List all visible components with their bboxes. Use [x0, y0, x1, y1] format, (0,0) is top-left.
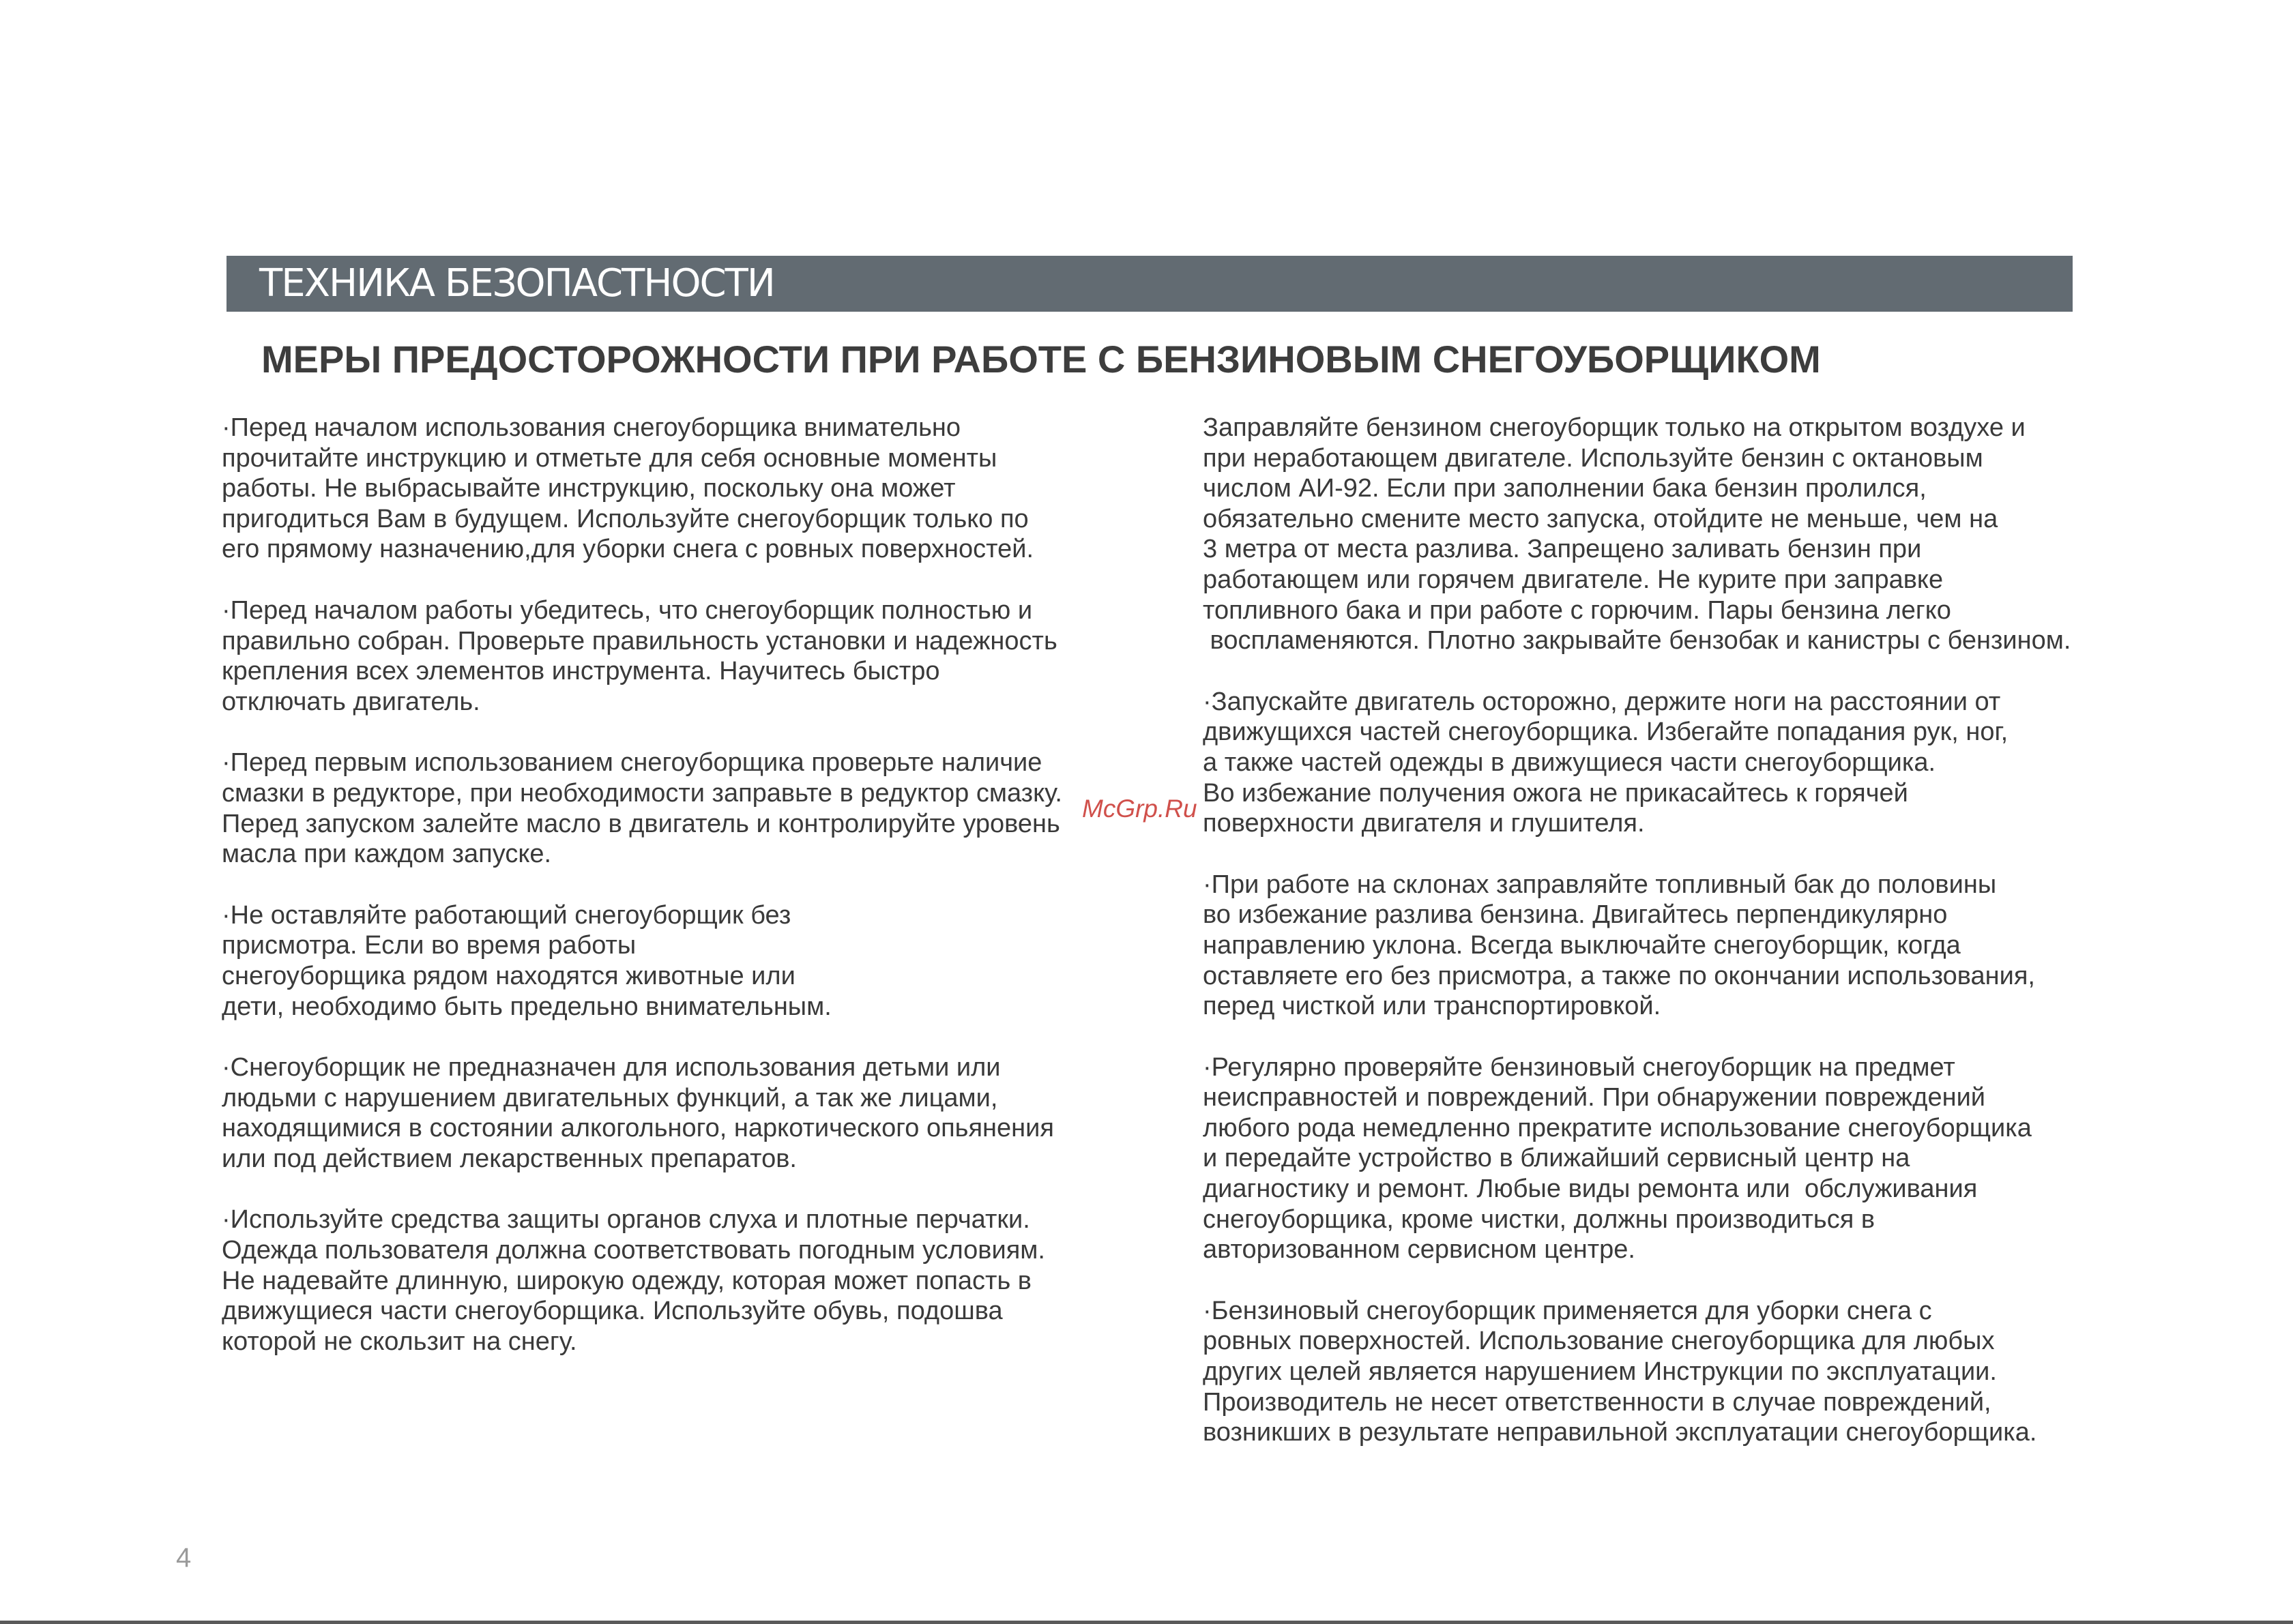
bottom-divider — [0, 1621, 2293, 1624]
text-line: ·Запускайте двигатель осторожно, держите ноги на расстоянии от — [1203, 687, 2001, 716]
text-line: ·Бензиновый снегоуборщик применяется для уборки снега с — [1203, 1296, 1932, 1325]
text-line: работающем или горячем двигателе. Не курите при заправке — [1203, 565, 1944, 594]
text-line: смазки в редукторе, при необходимости заправьте в редуктор смазку. — [222, 778, 1062, 808]
text-line: которой не скользит на снегу. — [222, 1327, 577, 1356]
text-line: Не надевайте длинную, широкую одежду, которая может попасть в — [222, 1266, 1032, 1295]
text-line: ·Используйте средства защиты органов слуха и плотные перчатки. — [222, 1205, 1030, 1235]
text-line: воспламеняются. Плотно закрывайте бензобак и канистры с бензином. — [1203, 626, 2071, 655]
paragraph — [222, 1205, 1129, 1357]
text-line: движущихся частей снегоуборщика. Избегайте попадания рук, ног, — [1203, 718, 2009, 747]
text-line: при неработающем двигателе. Используйте бензин с октановым — [1203, 443, 1983, 473]
text-line: направлению уклона. Всегда выключайте снегоуборщик, когда — [1203, 930, 1961, 960]
text-line: обязательно смените место запуска, отойдите не меньше, чем на — [1203, 504, 1998, 533]
text-line: ·При работе на склонах заправляйте топливный бак до половины — [1203, 870, 1997, 899]
text-line: авторизованном сервисном центре. — [1203, 1235, 1635, 1265]
text-line: людьми с нарушением двигательных функций, а так же лицами, — [222, 1083, 998, 1112]
text-line: ровных поверхностей. Использование снегоуборщика для любых — [1203, 1327, 1995, 1356]
text-line: других целей является нарушением Инструкции по эксплуатации. — [1203, 1357, 1997, 1387]
text-line: ·Снегоуборщик не предназначен для использования детьми или — [222, 1053, 1001, 1082]
text-line: ·Перед началом работы убедитесь, что снегоуборщик полностью и — [222, 595, 1033, 625]
text-line: ·Не оставляйте работающий снегоуборщик без — [222, 900, 791, 930]
text-line: работы. Не выбрасывайте инструкцию, поскольку она может — [222, 474, 956, 503]
section-title: ТЕХНИКА БЕЗОПАСТНОСТИ — [259, 261, 774, 306]
paragraph — [1203, 687, 2117, 839]
paragraph — [222, 595, 1129, 717]
text-line: неисправностей и повреждений. При обнаружении повреждений — [1203, 1083, 1986, 1112]
text-line: его прямому назначению,для уборки снега с ровных поверхностей. — [222, 535, 1034, 564]
text-line: Перед запуском залейте масло в двигатель и контролируйте уровень — [222, 809, 1060, 838]
text-line: поверхности двигателя и глушителя. — [1203, 809, 1645, 838]
text-line: прочитайте инструкцию и отметьте для себя основные моменты — [222, 443, 997, 473]
right-column — [1203, 413, 2117, 1479]
text-line: Заправляйте бензином снегоуборщик только на открытом воздухе и — [1203, 413, 2026, 442]
text-line: дети, необходимо быть предельно внимательным. — [222, 992, 832, 1021]
text-line: 3 метра от места разлива. Запрещено заливать бензин при — [1203, 535, 1922, 564]
text-line: числом АИ-92. Если при заполнении бака бензин пролился, — [1203, 474, 1927, 503]
text-line: ·Перед первым использованием снегоуборщика проверьте наличие — [222, 748, 1042, 778]
text-line: масла при каждом запуске. — [222, 840, 552, 869]
paragraph — [222, 1052, 1129, 1174]
text-line: находящимися в состоянии алкогольного, наркотического опьянения — [222, 1114, 1054, 1143]
text-line: присмотра. Если во время работы — [222, 931, 637, 960]
text-line: топливного бака и при работе с горючим. Пары бензина легко — [1203, 595, 1951, 625]
text-line: ·Регулярно проверяйте бензиновый снегоуборщик на предмет — [1203, 1052, 1955, 1082]
paragraph — [1203, 1052, 2117, 1265]
text-line: Производитель не несет ответственности в случае повреждений, — [1203, 1387, 1991, 1417]
text-line: крепления всех элементов инструмента. Научитесь быстро — [222, 657, 940, 686]
paragraph — [222, 413, 1129, 565]
text-line: а также частей одежды в движущиеся части снегоуборщика. — [1203, 748, 1936, 777]
text-line: Одежда пользователя должна соответствовать погодным условиям. — [222, 1236, 1045, 1265]
text-line: движущиеся части снегоуборщика. Используйте обувь, подошва — [222, 1297, 1003, 1326]
text-line: перед чисткой или транспортировкой. — [1203, 992, 1661, 1021]
text-line: пригодиться Вам в будущем. Используйте снегоуборщик только по — [222, 504, 1029, 533]
paragraph — [1203, 413, 2117, 656]
text-line: возникших в результате неправильной эксплуатации снегоуборщика. — [1203, 1418, 2037, 1447]
text-line: снегоуборщика рядом находятся животные или — [222, 961, 795, 990]
text-line: ·Перед началом использования снегоуборщика внимательно — [222, 413, 961, 442]
section-header-bar — [227, 256, 2073, 312]
text-line: и передайте устройство в ближайший сервисный центр на — [1203, 1144, 1910, 1173]
text-line: оставляете его без присмотра, а также по окончании использования, — [1203, 961, 2035, 990]
text-line: любого рода немедленно прекратите использование снегоуборщика — [1203, 1113, 2032, 1142]
paragraph — [1203, 870, 2117, 1022]
page-number: 4 — [176, 1543, 192, 1573]
text-line: отключать двигатель. — [222, 687, 480, 716]
text-line: снегоуборщика, кроме чистки, должны производиться в — [1203, 1205, 1875, 1234]
paragraph — [1203, 1296, 2117, 1448]
text-line: или под действием лекарственных препаратов. — [222, 1144, 797, 1173]
page-heading: МЕРЫ ПРЕДОСТОРОЖНОСТИ ПРИ РАБОТЕ С БЕНЗИНОВЫМ СНЕГОУБОРЩИКОМ — [261, 338, 1821, 381]
watermark-text: McGrp.Ru — [1082, 795, 1197, 823]
text-line: Во избежание получения ожога не прикасайтесь к горячей — [1203, 778, 1908, 808]
text-line: во избежание разлива бензина. Двигайтесь перпендикулярно — [1203, 900, 1948, 930]
text-line: диагностику и ремонт. Любые виды ремонта или обслуживания — [1203, 1175, 1978, 1204]
paragraph — [222, 748, 1129, 869]
left-column — [222, 413, 1129, 1387]
paragraph — [222, 900, 1129, 1022]
text-line: правильно собран. Проверьте правильность установки и надежность — [222, 626, 1057, 655]
